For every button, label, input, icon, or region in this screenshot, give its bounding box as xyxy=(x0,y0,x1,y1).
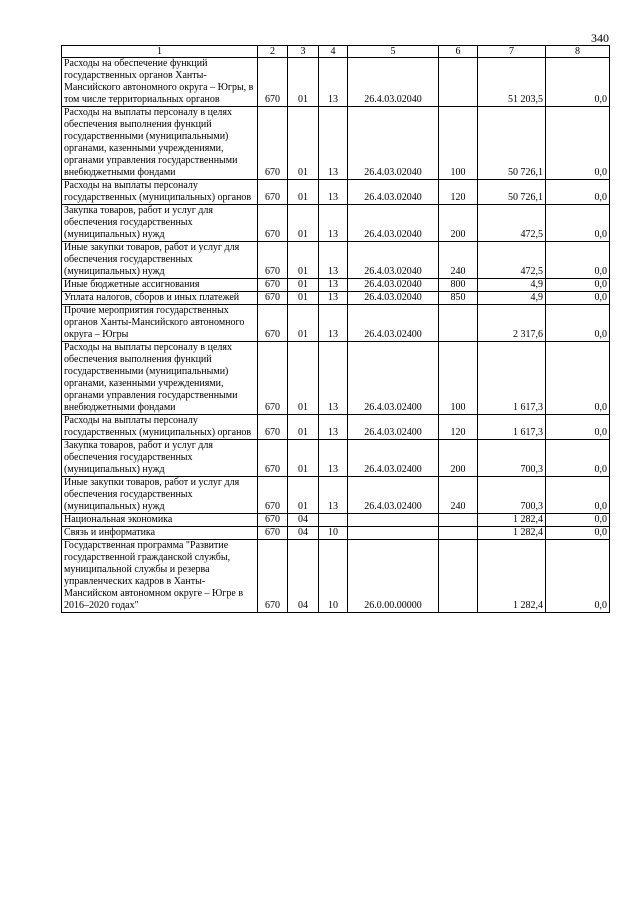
cell-ministry-code: 670 xyxy=(258,242,288,279)
cell-amount-other: 0,0 xyxy=(546,342,610,415)
cell-ministry-code: 670 xyxy=(258,292,288,305)
cell-row-label: Закупка товаров, работ и услуг для обеспечения государственных (муниципальных) нужд xyxy=(62,205,258,242)
cell-amount-other: 0,0 xyxy=(546,279,610,292)
cell-section-code: 01 xyxy=(288,180,319,205)
cell-ministry-code: 670 xyxy=(258,205,288,242)
cell-subsection-code: 13 xyxy=(319,440,348,477)
cell-row-label: Прочие мероприятия государственных органов Ханты-Мансийского автономного округа – Югры xyxy=(62,305,258,342)
cell-section-code: 01 xyxy=(288,477,319,514)
cell-ministry-code: 670 xyxy=(258,342,288,415)
cell-target-article xyxy=(348,527,439,540)
cell-amount-other: 0,0 xyxy=(546,477,610,514)
cell-ministry-code: 670 xyxy=(258,514,288,527)
column-header: 5 xyxy=(348,46,439,58)
cell-expense-type: 100 xyxy=(439,342,478,415)
cell-ministry-code: 670 xyxy=(258,107,288,180)
cell-ministry-code: 670 xyxy=(258,279,288,292)
cell-expense-type: 240 xyxy=(439,477,478,514)
cell-section-code: 04 xyxy=(288,527,319,540)
cell-subsection-code: 13 xyxy=(319,205,348,242)
cell-expense-type: 850 xyxy=(439,292,478,305)
cell-row-label: Расходы на обеспечение функций государственных органов Ханты-Мансийского автономного округа – Югры, в том числе территориальных органов xyxy=(62,58,258,107)
cell-expense-type: 120 xyxy=(439,415,478,440)
cell-row-label: Иные закупки товаров, работ и услуг для обеспечения государственных (муниципальных) нужд xyxy=(62,242,258,279)
cell-row-label: Расходы на выплаты персоналу в целях обеспечения выполнения функций государственными (муниципальными) органами, казенными учреждениями, органами управления государственными внебюджетными фондами xyxy=(62,107,258,180)
cell-row-label: Расходы на выплаты персоналу государственных (муниципальных) органов xyxy=(62,415,258,440)
cell-expense-type xyxy=(439,58,478,107)
cell-amount: 700,3 xyxy=(478,440,546,477)
cell-target-article: 26.4.03.02040 xyxy=(348,107,439,180)
cell-subsection-code: 13 xyxy=(319,180,348,205)
cell-ministry-code: 670 xyxy=(258,415,288,440)
cell-expense-type xyxy=(439,305,478,342)
cell-expense-type xyxy=(439,540,478,613)
cell-subsection-code: 13 xyxy=(319,279,348,292)
cell-target-article: 26.4.03.02040 xyxy=(348,242,439,279)
cell-target-article: 26.4.03.02400 xyxy=(348,415,439,440)
cell-row-label: Расходы на выплаты персоналу государственных (муниципальных) органов xyxy=(62,180,258,205)
cell-target-article: 26.4.03.02400 xyxy=(348,477,439,514)
cell-ministry-code: 670 xyxy=(258,540,288,613)
page-number: 340 xyxy=(591,31,609,45)
cell-target-article: 26.4.03.02400 xyxy=(348,440,439,477)
cell-subsection-code: 10 xyxy=(319,540,348,613)
cell-amount-other: 0,0 xyxy=(546,305,610,342)
table-body xyxy=(62,58,610,613)
cell-amount: 1 282,4 xyxy=(478,514,546,527)
cell-subsection-code: 13 xyxy=(319,292,348,305)
cell-subsection-code: 13 xyxy=(319,415,348,440)
cell-subsection-code: 13 xyxy=(319,305,348,342)
table-row xyxy=(62,527,610,540)
cell-amount-other: 0,0 xyxy=(546,540,610,613)
column-header: 8 xyxy=(546,46,610,58)
cell-amount: 472,5 xyxy=(478,242,546,279)
cell-amount: 51 203,5 xyxy=(478,58,546,107)
column-header: 6 xyxy=(439,46,478,58)
cell-amount-other: 0,0 xyxy=(546,107,610,180)
cell-target-article xyxy=(348,514,439,527)
cell-amount-other: 0,0 xyxy=(546,440,610,477)
table-row xyxy=(62,58,610,107)
cell-section-code: 04 xyxy=(288,514,319,527)
table-row xyxy=(62,305,610,342)
cell-section-code: 04 xyxy=(288,540,319,613)
cell-amount-other: 0,0 xyxy=(546,180,610,205)
cell-expense-type: 100 xyxy=(439,107,478,180)
header-row xyxy=(62,46,610,58)
cell-target-article: 26.4.03.02040 xyxy=(348,279,439,292)
cell-row-label: Закупка товаров, работ и услуг для обеспечения государственных (муниципальных) нужд xyxy=(62,440,258,477)
cell-row-label: Расходы на выплаты персоналу в целях обеспечения выполнения функций государственными (муниципальными) органами, казенными учреждениями, органами управления государственными внебюджетными фондами xyxy=(62,342,258,415)
column-header: 2 xyxy=(258,46,288,58)
cell-amount: 4,9 xyxy=(478,292,546,305)
cell-ministry-code: 670 xyxy=(258,477,288,514)
cell-subsection-code: 13 xyxy=(319,477,348,514)
cell-amount-other: 0,0 xyxy=(546,527,610,540)
cell-section-code: 01 xyxy=(288,292,319,305)
table-row xyxy=(62,242,610,279)
cell-ministry-code: 670 xyxy=(258,527,288,540)
column-header: 1 xyxy=(62,46,258,58)
cell-amount-other: 0,0 xyxy=(546,514,610,527)
cell-amount: 50 726,1 xyxy=(478,180,546,205)
cell-ministry-code: 670 xyxy=(258,58,288,107)
table-row xyxy=(62,440,610,477)
cell-ministry-code: 670 xyxy=(258,180,288,205)
cell-row-label: Иные бюджетные ассигнования xyxy=(62,279,258,292)
cell-target-article: 26.4.03.02400 xyxy=(348,342,439,415)
cell-ministry-code: 670 xyxy=(258,305,288,342)
table-row xyxy=(62,477,610,514)
column-header: 7 xyxy=(478,46,546,58)
cell-ministry-code: 670 xyxy=(258,440,288,477)
cell-amount: 2 317,6 xyxy=(478,305,546,342)
cell-subsection-code xyxy=(319,514,348,527)
table-row xyxy=(62,205,610,242)
table-row xyxy=(62,514,610,527)
budget-table xyxy=(61,45,610,613)
cell-subsection-code: 13 xyxy=(319,342,348,415)
cell-target-article: 26.4.03.02040 xyxy=(348,292,439,305)
cell-expense-type: 800 xyxy=(439,279,478,292)
cell-amount-other: 0,0 xyxy=(546,292,610,305)
cell-section-code: 01 xyxy=(288,107,319,180)
table-row xyxy=(62,279,610,292)
cell-amount: 1 282,4 xyxy=(478,540,546,613)
cell-target-article: 26.0.00.00000 xyxy=(348,540,439,613)
cell-amount: 472,5 xyxy=(478,205,546,242)
cell-section-code: 01 xyxy=(288,415,319,440)
cell-amount: 1 282,4 xyxy=(478,527,546,540)
cell-row-label: Связь и информатика xyxy=(62,527,258,540)
table-row xyxy=(62,292,610,305)
column-header: 4 xyxy=(319,46,348,58)
table-row xyxy=(62,107,610,180)
cell-amount: 700,3 xyxy=(478,477,546,514)
cell-subsection-code: 10 xyxy=(319,527,348,540)
table-row xyxy=(62,180,610,205)
cell-subsection-code: 13 xyxy=(319,58,348,107)
cell-row-label: Уплата налогов, сборов и иных платежей xyxy=(62,292,258,305)
cell-amount-other: 0,0 xyxy=(546,415,610,440)
cell-target-article: 26.4.03.02400 xyxy=(348,305,439,342)
cell-section-code: 01 xyxy=(288,279,319,292)
cell-row-label: Национальная экономика xyxy=(62,514,258,527)
cell-expense-type xyxy=(439,527,478,540)
table-row xyxy=(62,415,610,440)
cell-section-code: 01 xyxy=(288,58,319,107)
cell-expense-type: 120 xyxy=(439,180,478,205)
cell-subsection-code: 13 xyxy=(319,242,348,279)
cell-section-code: 01 xyxy=(288,242,319,279)
cell-expense-type xyxy=(439,514,478,527)
cell-amount: 1 617,3 xyxy=(478,342,546,415)
table-row xyxy=(62,342,610,415)
column-header: 3 xyxy=(288,46,319,58)
cell-amount: 4,9 xyxy=(478,279,546,292)
table-row xyxy=(62,540,610,613)
cell-target-article: 26.4.03.02040 xyxy=(348,180,439,205)
cell-subsection-code: 13 xyxy=(319,107,348,180)
cell-expense-type: 200 xyxy=(439,440,478,477)
cell-row-label: Государственная программа "Развитие государственной гражданской службы, муниципальной службы и резерва управленческих кадров в Ханты-Мансийском автономном округе – Югре в 2016–2020 годах" xyxy=(62,540,258,613)
cell-target-article: 26.4.03.02040 xyxy=(348,58,439,107)
cell-section-code: 01 xyxy=(288,440,319,477)
cell-amount-other: 0,0 xyxy=(546,58,610,107)
cell-amount-other: 0,0 xyxy=(546,205,610,242)
cell-section-code: 01 xyxy=(288,205,319,242)
cell-section-code: 01 xyxy=(288,342,319,415)
cell-target-article: 26.4.03.02040 xyxy=(348,205,439,242)
cell-expense-type: 240 xyxy=(439,242,478,279)
cell-amount-other: 0,0 xyxy=(546,242,610,279)
cell-expense-type: 200 xyxy=(439,205,478,242)
cell-amount: 50 726,1 xyxy=(478,107,546,180)
cell-section-code: 01 xyxy=(288,305,319,342)
cell-row-label: Иные закупки товаров, работ и услуг для обеспечения государственных (муниципальных) нужд xyxy=(62,477,258,514)
cell-amount: 1 617,3 xyxy=(478,415,546,440)
